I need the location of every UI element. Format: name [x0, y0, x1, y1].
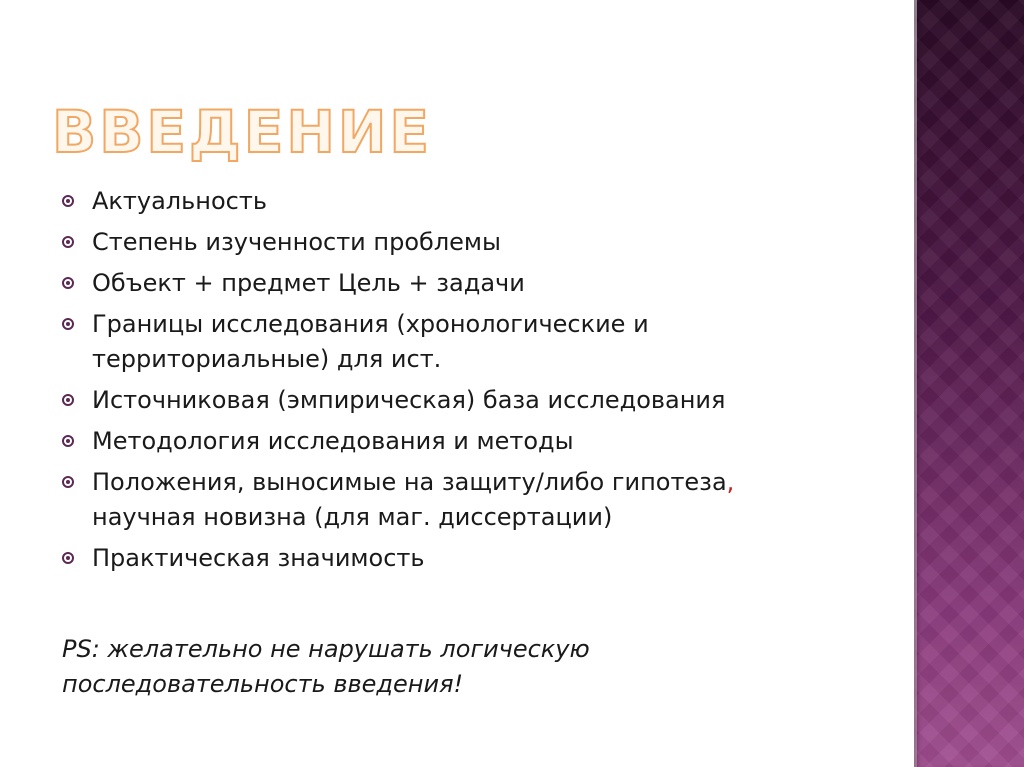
- ps-note: [62, 632, 862, 702]
- bullet-text: Методология исследования и методы: [92, 427, 574, 455]
- bullet-text: Актуальность: [92, 187, 267, 215]
- red-comma: ,: [726, 468, 735, 496]
- bullet-icon: [62, 277, 74, 289]
- bullet-item: [60, 307, 880, 377]
- bullet-icon: [62, 476, 74, 488]
- bullet-item: [60, 225, 880, 260]
- bullet-text: Объект + предмет Цель + задачи: [92, 269, 525, 297]
- bullet-item: [60, 266, 880, 301]
- ps-note-line-2: последовательность введения!: [62, 670, 464, 698]
- bullet-icon: [62, 236, 74, 248]
- bullet-icon: [62, 394, 74, 406]
- ps-note-line-1: PS: желательно не нарушать логическую: [62, 635, 590, 663]
- bullet-icon: [62, 552, 74, 564]
- bullet-item: [60, 541, 880, 576]
- bullet-text: Практическая значимость: [92, 544, 425, 572]
- bullet-item: [60, 184, 880, 219]
- bullet-list: [60, 184, 880, 582]
- bullet-text-line-2: территориальные) для ист.: [92, 345, 442, 373]
- bullet-text-line-1: Границы исследования (хронологические и: [92, 310, 649, 338]
- bullet-text-line-2: научная новизна (для маг. диссертации): [92, 503, 613, 531]
- bullet-text: Источниковая (эмпирическая) база исследования: [92, 386, 726, 414]
- slide-title: ВВЕДЕНИЕ: [52, 98, 433, 166]
- bullet-item: [60, 424, 880, 459]
- bullet-text-line-1: Положения, выносимые на защиту/либо гипотеза: [92, 468, 727, 496]
- bullet-icon: [62, 195, 74, 207]
- bullet-icon: [62, 435, 74, 447]
- bullet-item: [60, 383, 880, 418]
- bullet-item: [60, 465, 880, 535]
- decorative-side-band: [914, 0, 1024, 767]
- bullet-text: Степень изученности проблемы: [92, 228, 501, 256]
- bullet-icon: [62, 318, 74, 330]
